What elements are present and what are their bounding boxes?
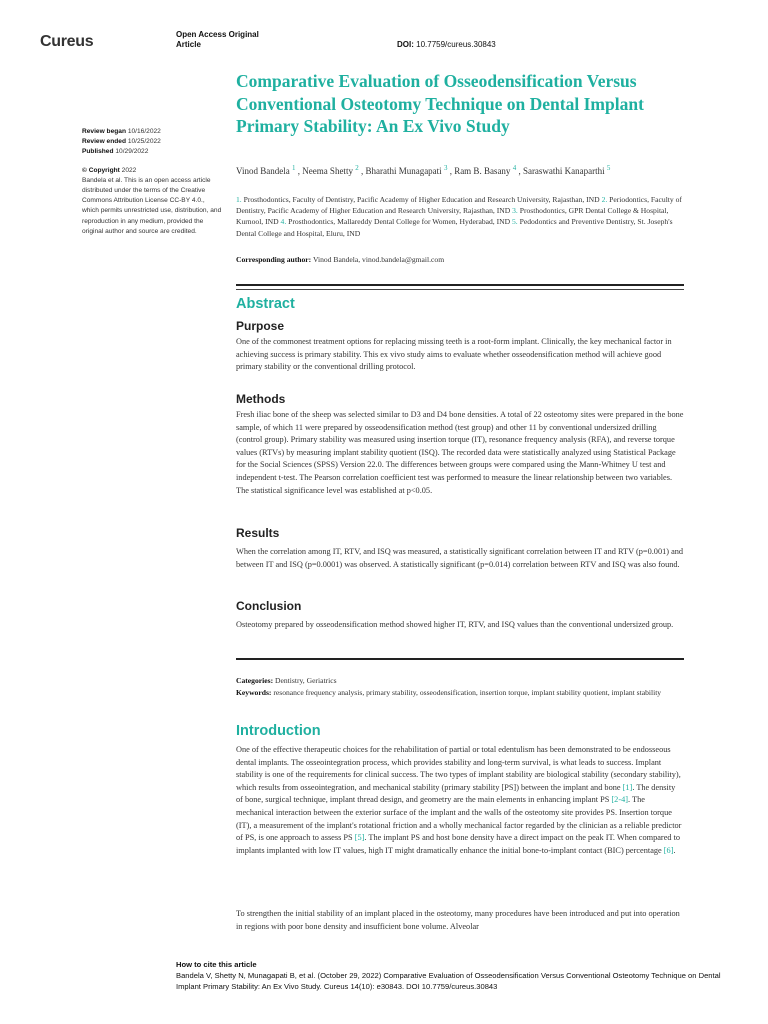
author-affiliation-number[interactable]: 5 — [606, 164, 611, 172]
author-name[interactable]: Vinod Bandela — [236, 166, 290, 176]
categories: Categories: Dentistry, Geriatrics — [236, 676, 337, 685]
conclusion-heading: Conclusion — [236, 599, 302, 613]
corresponding-label: Corresponding author: — [236, 255, 312, 264]
doi-label: DOI: — [397, 40, 414, 49]
affiliation-text: Prosthodontics, GPR Dental College & Hospital, Kurnool, IND — [236, 206, 669, 227]
author-name[interactable]: Saraswathi Kanaparthi — [522, 166, 605, 176]
introduction-heading: Introduction — [236, 723, 321, 739]
author-affiliation-number[interactable]: 2 — [355, 164, 359, 172]
journal-logo: Cureus — [40, 33, 94, 50]
article-history-sidebar — [82, 127, 222, 237]
affiliation-text: Prosthodontics, Faculty of Dentistry, Pacific Academy of Higher Education and Research University, Rajasthan, IND — [243, 195, 600, 204]
methods-text: Fresh iliac bone of the sheep was selected similar to D3 and D4 bone densities. A total of 22 osteotomy sites were prepared in the bone sample, of which 11 were prepared by osseodensification method (test group) and other 11 by conventional undersized drilling (control group). Primary stability was measured using insertion torque (IT), resonance frequency analysis (RFA), and reverse torque values (RTVs) by measuring implant stability quotient (ISQ). The recorded data were statistically analyzed using Statistical Package for the Social Sciences (SPSS) Version 22.0. The differences between groups were compared using the Mann-Whitney U test and independent t-test. The Pearson correlation coefficient test was performed to measure the linear relationship between two variables. The statistical significance level was established at p<0.05. — [236, 410, 684, 495]
conclusion-text: Osteotomy prepared by osseodensification method showed higher IT, RTV, and ISQ values than the conventional undersized group. — [236, 620, 674, 629]
citation-text: Bandela V, Shetty N, Munagapati B, et al. (October 29, 2022) Comparative Evaluation of Osseodensification Versus Conventional Osteotomy Technique on Dental Implant Primary Stability: An Ex Vivo Study. Cureus 14(10): e30843. DOI 10.7759/cureus.30843 — [176, 971, 721, 991]
affiliation-number: 4. — [280, 217, 287, 227]
introduction-paragraph-1: One of the effective therapeutic choices for the rehabilitation of partial or total edentulism has been demonstrated to be endosseous dental implants. The osseointegration process, which provides stability and long-term survival, is what leads to success. Implant stability is one of the requirements for clinical success. The two types of implant stability are biological stability (secondary stability), which results from osseointegration, and mechanical stability (primary stability [PS]) between the implant and bone [1]. The density of bone, surgical technique, implant thread design, and geometry are the main elements in enhancing implant PS [2-4]. The mechanical interaction between the exterior surface of the implant and the walls of the osteotomy site provides PS. Insertion torque (IT), a measurement of the implant's rotational friction and a wholly mechanical factor regarded by the clinician as a reliable predictor of PS, is one approach to assess PS [5]. The implant PS and host bone density have a direct impact on the peak IT. When compared to implants implanted with low IT values, high IT might dramatically enhance the initial bone-to-implant contact (BIC) percentage [6]. — [236, 745, 682, 855]
affiliations — [236, 194, 688, 239]
author-name[interactable]: Ram B. Basany — [454, 166, 511, 176]
results-text: When the correlation among IT, RTV, and ISQ was measured, a statistically significant correlation between IT and RTV (p=0.001) and between IT and ISQ (p=0.0001) was observed. A statistically significant (p=0.014) correlation between RTV and ISQ was also found. — [236, 547, 684, 569]
affiliation-text: Periodontics, Faculty of Dentistry, Pacific Academy of Higher Education and Research University, Rajasthan, IND — [236, 195, 682, 216]
affiliation-text: Pedodontics and Preventive Dentistry, St. Joseph's Dental College and Hospital, Eluru, IND — [236, 217, 673, 238]
citation-link[interactable]: [5] — [354, 833, 365, 843]
published-date: Published 10/29/2022 — [82, 148, 149, 156]
citation-link[interactable]: [6] — [663, 845, 674, 855]
keywords: Keywords: resonance frequency analysis, primary stability, osseodensification, insertion torque, implant stability quotient, implant stability — [236, 688, 662, 697]
doi — [397, 40, 496, 49]
author-affiliation-number[interactable]: 3 — [443, 164, 448, 172]
doi-link[interactable]: 10.7759/cureus.30843 — [416, 40, 496, 49]
section-divider — [236, 658, 684, 660]
purpose-heading: Purpose — [236, 319, 285, 333]
article-type-line2: Article — [176, 40, 201, 49]
article-title: Comparative Evaluation of Osseodensification Versus Conventional Osteotomy Technique on Dental Implant Primary Stability: An Ex Vivo Study — [236, 71, 644, 136]
author-name[interactable]: Neema Shetty — [302, 166, 353, 176]
citation-link[interactable]: [2-4] — [611, 795, 629, 805]
author-affiliation-number[interactable]: 4 — [512, 164, 517, 172]
corresponding-text[interactable]: Vinod Bandela, vinod.bandela@gmail.com — [312, 255, 445, 264]
section-divider — [236, 284, 684, 286]
affiliation-number: 3. — [512, 206, 518, 216]
section-divider — [236, 289, 684, 290]
affiliation-number: 2. — [601, 195, 608, 204]
affiliation-number: 1. — [236, 195, 242, 204]
introduction-paragraph-2: To strengthen the initial stability of an implant placed in the osteotomy, many procedures have been introduced and put into operation in regions with poor bone density and insufficient bone volume. Alveolar — [236, 909, 680, 931]
license-text: Bandela et al. This is an open access article distributed under the terms of the Creative Commons Attribution License CC-BY 4.0., which permits unrestricted use, distribution, and reproduction in any medium, provided the original author and source are credited. — [82, 176, 222, 235]
purpose-text: One of the commonest treatment options for replacing missing teeth is a root-form implant. Clinically, the key mechanical factor in achieving success is primary stability. This ex vivo study aims to evaluate whether osseodensification method will achieve good primary stability or the conventional drilling protocol. — [236, 337, 672, 372]
review-began: Review began 10/16/2022 — [82, 128, 161, 135]
citation-heading: How to cite this article — [176, 960, 257, 969]
review-ended: Review ended 10/25/2022 — [82, 138, 161, 146]
corresponding-author — [236, 255, 686, 264]
author-affiliation-number[interactable]: 1 — [291, 164, 296, 172]
abstract-heading: Abstract — [236, 296, 295, 312]
author-name[interactable]: Bharathi Munagapati — [365, 166, 442, 176]
citation-link[interactable]: [1] — [622, 782, 633, 792]
author-list: Vinod Bandela $^1$ , Neema Shetty $^2$ , Bharathi Munagapati $^3$ , Ram B. Basany $^4$ , Saraswathi Kanaparthi $^5$ — [236, 164, 611, 176]
affiliation-text: Prosthodontics, Mallareddy Dental College for Women, Hyderabad, IND — [288, 217, 511, 227]
methods-heading: Methods — [236, 392, 286, 406]
results-heading: Results — [236, 526, 280, 540]
copyright: © Copyright 2022 — [82, 166, 137, 174]
categories-keywords — [236, 675, 684, 699]
citation-footer — [176, 959, 736, 992]
affiliation-number: 5. — [511, 217, 518, 227]
article-type — [176, 30, 259, 50]
article-type-line1: Open Access Original — [176, 30, 259, 39]
